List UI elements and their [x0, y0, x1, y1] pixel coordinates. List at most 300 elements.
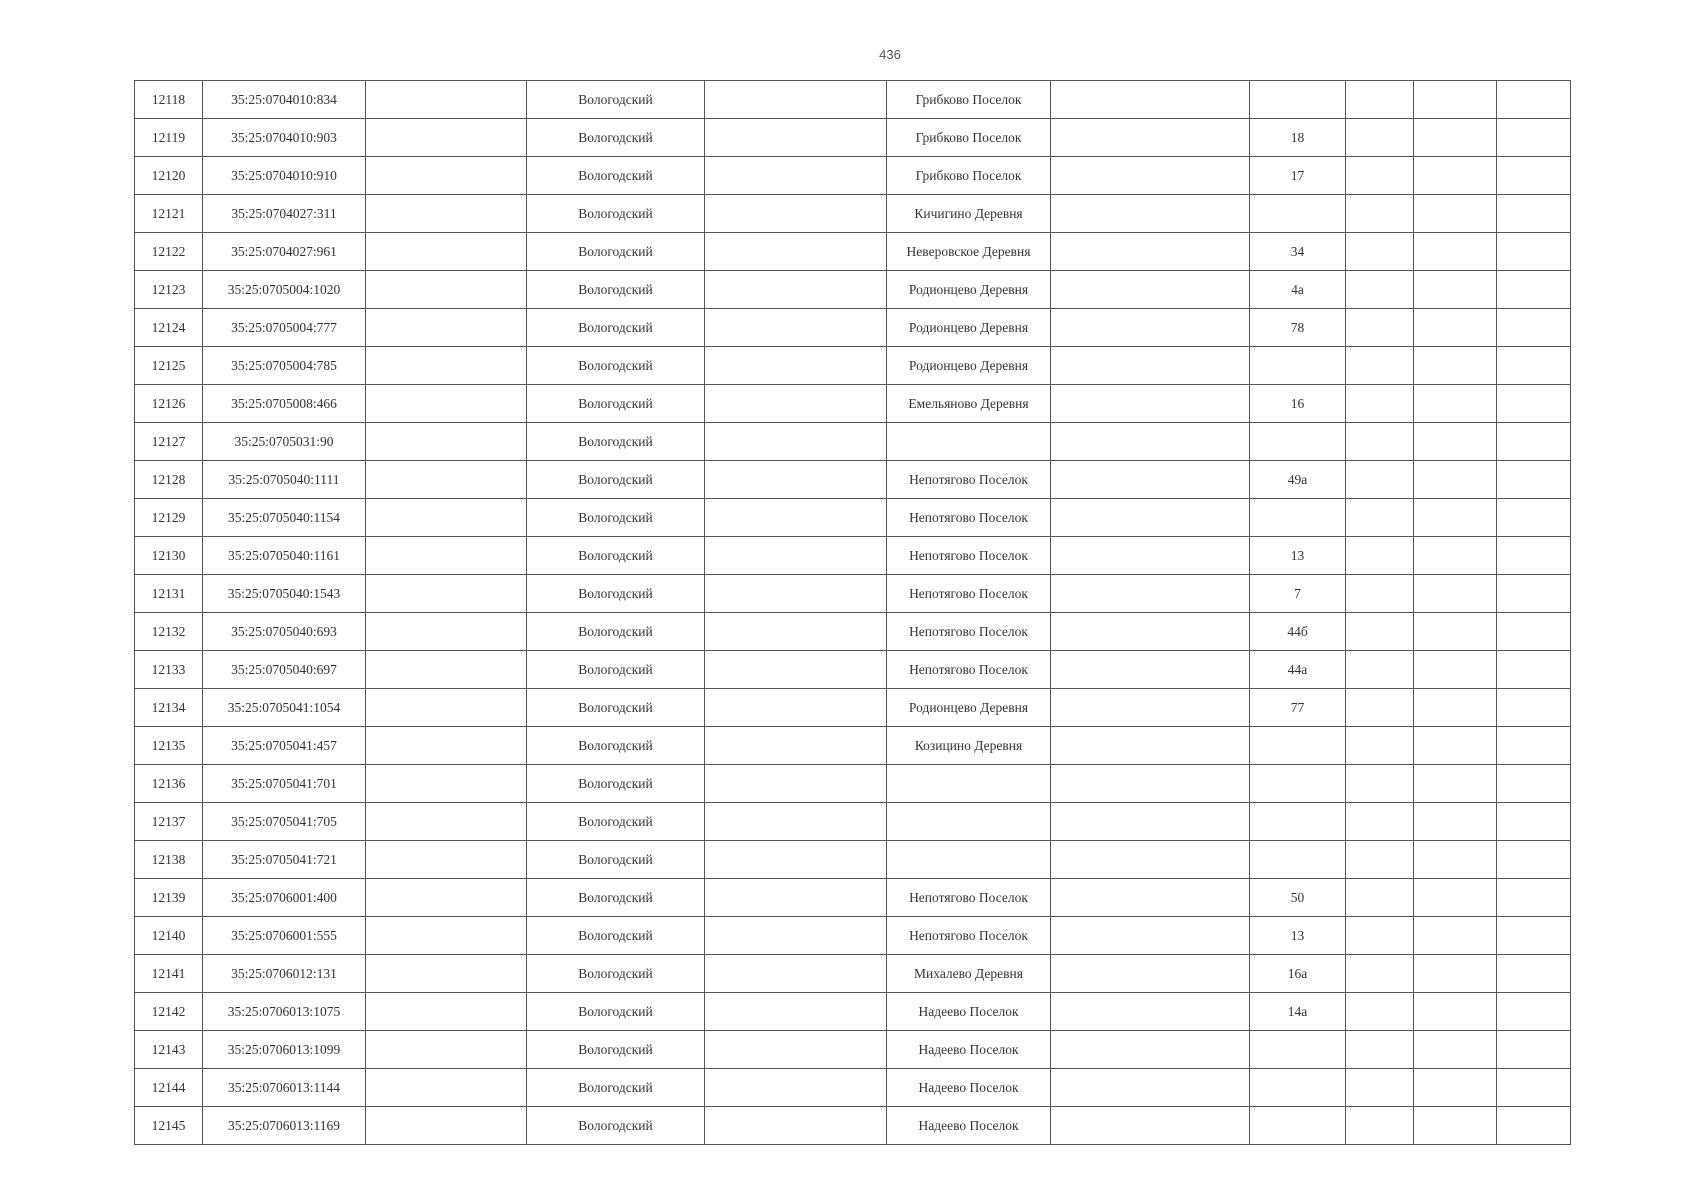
district-cell: Вологодский	[527, 81, 705, 119]
cadastral-number-cell: 35:25:0706013:1075	[203, 993, 366, 1031]
table-row	[135, 347, 1571, 385]
empty-cell	[1497, 1107, 1571, 1145]
empty-cell	[1414, 499, 1497, 537]
empty-cell	[1497, 271, 1571, 309]
empty-cell	[1497, 879, 1571, 917]
empty-cell	[1414, 917, 1497, 955]
empty-cell	[1346, 271, 1414, 309]
empty-cell	[705, 955, 887, 993]
empty-cell	[1414, 347, 1497, 385]
empty-cell	[366, 613, 527, 651]
empty-cell	[366, 385, 527, 423]
table-row	[135, 841, 1571, 879]
empty-cell	[705, 803, 887, 841]
empty-cell	[705, 575, 887, 613]
locality-cell: Козицино Деревня	[887, 727, 1051, 765]
table-row	[135, 689, 1571, 727]
cadastral-number-cell: 35:25:0705041:701	[203, 765, 366, 803]
empty-cell	[1051, 423, 1250, 461]
row-number-cell: 12142	[135, 993, 203, 1031]
empty-cell	[1414, 765, 1497, 803]
empty-cell	[1051, 727, 1250, 765]
cadastral-number-cell: 35:25:0704010:903	[203, 119, 366, 157]
empty-cell	[705, 1069, 887, 1107]
empty-cell	[1414, 195, 1497, 233]
locality-cell: Непотягово Поселок	[887, 917, 1051, 955]
row-number-cell: 12145	[135, 1107, 203, 1145]
house-number-cell: 17	[1250, 157, 1346, 195]
row-number-cell: 12132	[135, 613, 203, 651]
cadastral-number-cell: 35:25:0704027:311	[203, 195, 366, 233]
empty-cell	[1497, 765, 1571, 803]
district-cell: Вологодский	[527, 1069, 705, 1107]
table-row	[135, 993, 1571, 1031]
row-number-cell: 12124	[135, 309, 203, 347]
empty-cell	[1051, 461, 1250, 499]
empty-cell	[1497, 955, 1571, 993]
row-number-cell: 12128	[135, 461, 203, 499]
district-cell: Вологодский	[527, 537, 705, 575]
empty-cell	[1497, 309, 1571, 347]
empty-cell	[1414, 1107, 1497, 1145]
empty-cell	[705, 765, 887, 803]
empty-cell	[1051, 309, 1250, 347]
locality-cell	[887, 423, 1051, 461]
empty-cell	[1346, 879, 1414, 917]
house-number-cell: 13	[1250, 917, 1346, 955]
table-row	[135, 81, 1571, 119]
house-number-cell: 44а	[1250, 651, 1346, 689]
empty-cell	[1346, 423, 1414, 461]
empty-cell	[1051, 1031, 1250, 1069]
district-cell: Вологодский	[527, 917, 705, 955]
empty-cell	[705, 651, 887, 689]
empty-cell	[1051, 917, 1250, 955]
registry-table	[134, 80, 1571, 1145]
row-number-cell: 12127	[135, 423, 203, 461]
row-number-cell: 12119	[135, 119, 203, 157]
table-row	[135, 1107, 1571, 1145]
empty-cell	[1414, 841, 1497, 879]
house-number-cell: 50	[1250, 879, 1346, 917]
empty-cell	[705, 461, 887, 499]
cadastral-number-cell: 35:25:0705004:1020	[203, 271, 366, 309]
row-number-cell: 12137	[135, 803, 203, 841]
empty-cell	[1346, 499, 1414, 537]
page-number: 436	[879, 47, 901, 62]
empty-cell	[1346, 309, 1414, 347]
empty-cell	[1497, 689, 1571, 727]
locality-cell: Надеево Поселок	[887, 993, 1051, 1031]
empty-cell	[705, 917, 887, 955]
empty-cell	[366, 271, 527, 309]
empty-cell	[1414, 575, 1497, 613]
empty-cell	[366, 803, 527, 841]
empty-cell	[1346, 119, 1414, 157]
district-cell: Вологодский	[527, 993, 705, 1031]
empty-cell	[366, 993, 527, 1031]
locality-cell: Емельяново Деревня	[887, 385, 1051, 423]
row-number-cell: 12118	[135, 81, 203, 119]
district-cell: Вологодский	[527, 271, 705, 309]
empty-cell	[1051, 879, 1250, 917]
empty-cell	[1497, 537, 1571, 575]
empty-cell	[1497, 841, 1571, 879]
house-number-cell	[1250, 347, 1346, 385]
empty-cell	[1346, 841, 1414, 879]
district-cell: Вологодский	[527, 423, 705, 461]
empty-cell	[366, 157, 527, 195]
district-cell: Вологодский	[527, 499, 705, 537]
district-cell: Вологодский	[527, 879, 705, 917]
empty-cell	[366, 81, 527, 119]
row-number-cell: 12136	[135, 765, 203, 803]
empty-cell	[1497, 499, 1571, 537]
cadastral-number-cell: 35:25:0706013:1144	[203, 1069, 366, 1107]
registry-body	[135, 81, 1571, 1145]
house-number-cell	[1250, 423, 1346, 461]
house-number-cell	[1250, 1069, 1346, 1107]
empty-cell	[705, 879, 887, 917]
empty-cell	[1414, 81, 1497, 119]
cadastral-number-cell: 35:25:0704010:910	[203, 157, 366, 195]
row-number-cell: 12133	[135, 651, 203, 689]
district-cell: Вологодский	[527, 347, 705, 385]
table-row	[135, 575, 1571, 613]
empty-cell	[1051, 195, 1250, 233]
empty-cell	[1346, 537, 1414, 575]
cadastral-number-cell: 35:25:0705004:785	[203, 347, 366, 385]
district-cell: Вологодский	[527, 803, 705, 841]
district-cell: Вологодский	[527, 309, 705, 347]
table-row	[135, 613, 1571, 651]
cadastral-number-cell: 35:25:0705040:1543	[203, 575, 366, 613]
cadastral-number-cell: 35:25:0705041:721	[203, 841, 366, 879]
empty-cell	[1414, 233, 1497, 271]
locality-cell: Непотягово Поселок	[887, 613, 1051, 651]
district-cell: Вологодский	[527, 385, 705, 423]
empty-cell	[705, 1031, 887, 1069]
locality-cell: Надеево Поселок	[887, 1031, 1051, 1069]
empty-cell	[705, 385, 887, 423]
empty-cell	[366, 1031, 527, 1069]
empty-cell	[1497, 233, 1571, 271]
locality-cell: Непотягово Поселок	[887, 575, 1051, 613]
empty-cell	[1346, 1069, 1414, 1107]
cadastral-number-cell: 35:25:0705004:777	[203, 309, 366, 347]
table-row	[135, 195, 1571, 233]
row-number-cell: 12129	[135, 499, 203, 537]
empty-cell	[366, 1107, 527, 1145]
empty-cell	[1051, 1107, 1250, 1145]
empty-cell	[705, 309, 887, 347]
empty-cell	[705, 727, 887, 765]
empty-cell	[1497, 993, 1571, 1031]
empty-cell	[366, 765, 527, 803]
empty-cell	[1346, 461, 1414, 499]
table-row	[135, 157, 1571, 195]
locality-cell: Непотягово Поселок	[887, 461, 1051, 499]
locality-cell: Родионцево Деревня	[887, 689, 1051, 727]
empty-cell	[705, 537, 887, 575]
table-row	[135, 955, 1571, 993]
table-row	[135, 233, 1571, 271]
empty-cell	[1414, 803, 1497, 841]
empty-cell	[1497, 1069, 1571, 1107]
locality-cell: Непотягово Поселок	[887, 499, 1051, 537]
empty-cell	[1346, 765, 1414, 803]
empty-cell	[1414, 955, 1497, 993]
empty-cell	[1051, 613, 1250, 651]
cadastral-number-cell: 35:25:0705040:697	[203, 651, 366, 689]
district-cell: Вологодский	[527, 689, 705, 727]
empty-cell	[366, 955, 527, 993]
row-number-cell: 12122	[135, 233, 203, 271]
cadastral-number-cell: 35:25:0705041:457	[203, 727, 366, 765]
empty-cell	[366, 537, 527, 575]
empty-cell	[1051, 499, 1250, 537]
locality-cell: Грибково Поселок	[887, 81, 1051, 119]
row-number-cell: 12141	[135, 955, 203, 993]
house-number-cell	[1250, 1031, 1346, 1069]
empty-cell	[1346, 689, 1414, 727]
row-number-cell: 12139	[135, 879, 203, 917]
cadastral-number-cell: 35:25:0704027:961	[203, 233, 366, 271]
row-number-cell: 12130	[135, 537, 203, 575]
empty-cell	[1051, 537, 1250, 575]
empty-cell	[1414, 993, 1497, 1031]
house-number-cell: 16	[1250, 385, 1346, 423]
house-number-cell	[1250, 727, 1346, 765]
cadastral-number-cell: 35:25:0705041:1054	[203, 689, 366, 727]
empty-cell	[1346, 347, 1414, 385]
empty-cell	[705, 499, 887, 537]
empty-cell	[1346, 955, 1414, 993]
cadastral-number-cell: 35:25:0705040:1161	[203, 537, 366, 575]
locality-cell: Кичигино Деревня	[887, 195, 1051, 233]
district-cell: Вологодский	[527, 651, 705, 689]
table-row	[135, 461, 1571, 499]
house-number-cell	[1250, 1107, 1346, 1145]
cadastral-number-cell: 35:25:0706001:400	[203, 879, 366, 917]
cadastral-number-cell: 35:25:0705040:693	[203, 613, 366, 651]
empty-cell	[366, 233, 527, 271]
empty-cell	[1497, 157, 1571, 195]
empty-cell	[1414, 651, 1497, 689]
empty-cell	[1346, 195, 1414, 233]
table-row	[135, 537, 1571, 575]
empty-cell	[1497, 119, 1571, 157]
empty-cell	[705, 81, 887, 119]
empty-cell	[1414, 423, 1497, 461]
row-number-cell: 12144	[135, 1069, 203, 1107]
empty-cell	[1414, 309, 1497, 347]
empty-cell	[1051, 689, 1250, 727]
empty-cell	[1051, 993, 1250, 1031]
empty-cell	[705, 233, 887, 271]
empty-cell	[705, 423, 887, 461]
empty-cell	[1051, 765, 1250, 803]
district-cell: Вологодский	[527, 727, 705, 765]
row-number-cell: 12134	[135, 689, 203, 727]
empty-cell	[1346, 575, 1414, 613]
empty-cell	[1414, 1069, 1497, 1107]
house-number-cell: 78	[1250, 309, 1346, 347]
house-number-cell: 18	[1250, 119, 1346, 157]
table-row	[135, 803, 1571, 841]
cadastral-number-cell: 35:25:0706013:1169	[203, 1107, 366, 1145]
locality-cell: Грибково Поселок	[887, 157, 1051, 195]
empty-cell	[366, 461, 527, 499]
district-cell: Вологодский	[527, 765, 705, 803]
empty-cell	[1051, 233, 1250, 271]
empty-cell	[705, 841, 887, 879]
empty-cell	[705, 993, 887, 1031]
empty-cell	[366, 689, 527, 727]
row-number-cell: 12143	[135, 1031, 203, 1069]
empty-cell	[1414, 271, 1497, 309]
house-number-cell: 7	[1250, 575, 1346, 613]
house-number-cell	[1250, 803, 1346, 841]
empty-cell	[1497, 727, 1571, 765]
empty-cell	[1414, 537, 1497, 575]
empty-cell	[1051, 651, 1250, 689]
empty-cell	[705, 689, 887, 727]
table-row	[135, 917, 1571, 955]
locality-cell	[887, 841, 1051, 879]
locality-cell: Непотягово Поселок	[887, 651, 1051, 689]
locality-cell	[887, 765, 1051, 803]
empty-cell	[1414, 879, 1497, 917]
district-cell: Вологодский	[527, 955, 705, 993]
table-row	[135, 1069, 1571, 1107]
empty-cell	[1051, 385, 1250, 423]
district-cell: Вологодский	[527, 1107, 705, 1145]
empty-cell	[705, 1107, 887, 1145]
table-row	[135, 1031, 1571, 1069]
empty-cell	[705, 347, 887, 385]
empty-cell	[1346, 81, 1414, 119]
empty-cell	[366, 651, 527, 689]
house-number-cell: 77	[1250, 689, 1346, 727]
empty-cell	[1346, 157, 1414, 195]
locality-cell: Непотягово Поселок	[887, 537, 1051, 575]
locality-cell: Надеево Поселок	[887, 1069, 1051, 1107]
district-cell: Вологодский	[527, 841, 705, 879]
empty-cell	[705, 271, 887, 309]
empty-cell	[1497, 575, 1571, 613]
house-number-cell: 14а	[1250, 993, 1346, 1031]
locality-cell: Надеево Поселок	[887, 1107, 1051, 1145]
empty-cell	[1497, 385, 1571, 423]
empty-cell	[1051, 157, 1250, 195]
district-cell: Вологодский	[527, 575, 705, 613]
empty-cell	[1051, 955, 1250, 993]
empty-cell	[1414, 157, 1497, 195]
house-number-cell: 34	[1250, 233, 1346, 271]
empty-cell	[1051, 841, 1250, 879]
empty-cell	[1497, 613, 1571, 651]
cadastral-number-cell: 35:25:0706012:131	[203, 955, 366, 993]
cadastral-number-cell: 35:25:0705040:1111	[203, 461, 366, 499]
district-cell: Вологодский	[527, 195, 705, 233]
locality-cell: Неверовское Деревня	[887, 233, 1051, 271]
empty-cell	[1497, 347, 1571, 385]
empty-cell	[1497, 917, 1571, 955]
table-row	[135, 119, 1571, 157]
empty-cell	[1346, 233, 1414, 271]
empty-cell	[366, 917, 527, 955]
empty-cell	[366, 1069, 527, 1107]
row-number-cell: 12140	[135, 917, 203, 955]
empty-cell	[1414, 385, 1497, 423]
empty-cell	[1346, 613, 1414, 651]
table-row	[135, 423, 1571, 461]
empty-cell	[1414, 1031, 1497, 1069]
empty-cell	[1497, 651, 1571, 689]
empty-cell	[1346, 651, 1414, 689]
empty-cell	[1497, 195, 1571, 233]
house-number-cell: 4а	[1250, 271, 1346, 309]
table-row	[135, 385, 1571, 423]
house-number-cell	[1250, 499, 1346, 537]
empty-cell	[1051, 575, 1250, 613]
district-cell: Вологодский	[527, 613, 705, 651]
empty-cell	[366, 347, 527, 385]
cadastral-number-cell: 35:25:0704010:834	[203, 81, 366, 119]
empty-cell	[705, 195, 887, 233]
empty-cell	[1346, 727, 1414, 765]
row-number-cell: 12123	[135, 271, 203, 309]
district-cell: Вологодский	[527, 1031, 705, 1069]
locality-cell: Родионцево Деревня	[887, 347, 1051, 385]
house-number-cell	[1250, 765, 1346, 803]
empty-cell	[1497, 1031, 1571, 1069]
empty-cell	[1346, 803, 1414, 841]
locality-cell: Родионцево Деревня	[887, 309, 1051, 347]
empty-cell	[1346, 1031, 1414, 1069]
empty-cell	[1346, 1107, 1414, 1145]
empty-cell	[705, 157, 887, 195]
empty-cell	[1051, 81, 1250, 119]
locality-cell: Родионцево Деревня	[887, 271, 1051, 309]
house-number-cell: 16а	[1250, 955, 1346, 993]
empty-cell	[1414, 613, 1497, 651]
house-number-cell: 49а	[1250, 461, 1346, 499]
empty-cell	[1497, 423, 1571, 461]
locality-cell: Михалево Деревня	[887, 955, 1051, 993]
empty-cell	[1497, 803, 1571, 841]
district-cell: Вологодский	[527, 119, 705, 157]
district-cell: Вологодский	[527, 157, 705, 195]
house-number-cell: 13	[1250, 537, 1346, 575]
locality-cell: Грибково Поселок	[887, 119, 1051, 157]
empty-cell	[705, 613, 887, 651]
house-number-cell	[1250, 195, 1346, 233]
table-row	[135, 879, 1571, 917]
empty-cell	[1051, 119, 1250, 157]
table-row	[135, 309, 1571, 347]
empty-cell	[366, 423, 527, 461]
empty-cell	[366, 119, 527, 157]
table-row	[135, 765, 1571, 803]
locality-cell	[887, 803, 1051, 841]
cadastral-number-cell: 35:25:0705008:466	[203, 385, 366, 423]
empty-cell	[366, 309, 527, 347]
cadastral-number-cell: 35:25:0705040:1154	[203, 499, 366, 537]
empty-cell	[1051, 1069, 1250, 1107]
table-row	[135, 727, 1571, 765]
